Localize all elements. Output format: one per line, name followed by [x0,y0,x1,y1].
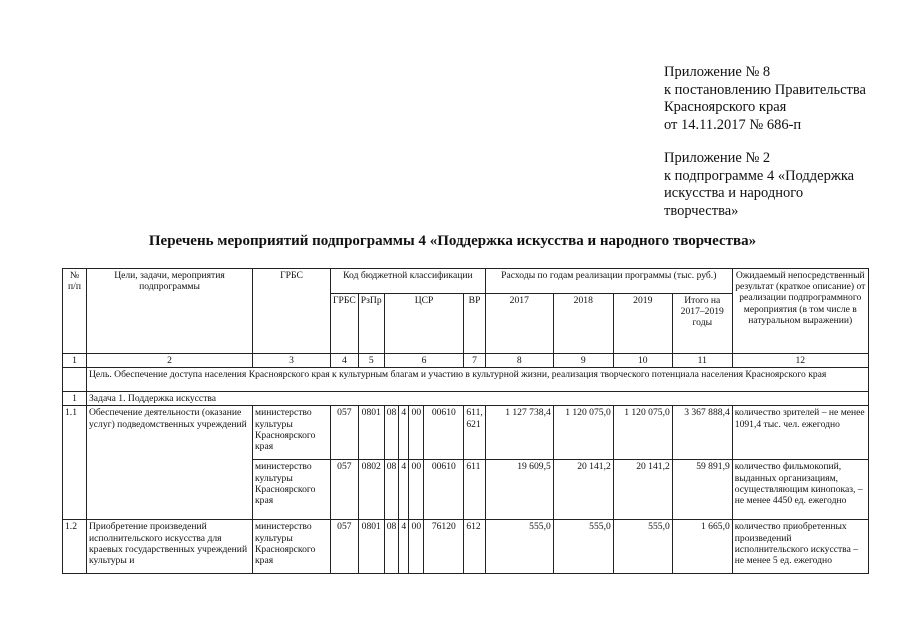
row-total: 3 367 888,4 [672,406,732,460]
col-number: 8 [485,354,553,368]
row-rzpr: 0801 [358,406,384,460]
row-2019: 555,0 [613,520,672,574]
row-grbs-name: министерство культуры Красноярского края [253,520,331,574]
row-vr: 611, 621 [464,406,485,460]
table-row [63,406,869,460]
row-2017: 19 609,5 [485,460,553,520]
row-rzpr: 0801 [358,520,384,574]
appendix-block-2 [664,150,894,220]
col-number: 2 [87,354,253,368]
appendix-block-1 [664,64,894,134]
header-year-2018: 2018 [553,294,613,354]
col-number: 10 [613,354,672,368]
row-csr-3: 00 [409,460,424,520]
row-2019: 20 141,2 [613,460,672,520]
row-total: 1 665,0 [672,520,732,574]
row-csr-4: 00610 [424,460,464,520]
document-title: Перечень мероприятий подпрограммы 4 «Поддержка искусства и народного творчества» [148,233,757,249]
measures-table [62,268,869,574]
header-grbs: ГРБС [253,269,331,354]
table-row [63,520,869,574]
col-number: 7 [464,354,485,368]
row-num: 1.1 [63,406,87,520]
col-number: 5 [358,354,384,368]
row-name: Приобретение произведений исполнительского искусства для краевых государственных учреждений культуры и [87,520,253,574]
row-2019: 1 120 075,0 [613,406,672,460]
col-number: 6 [384,354,464,368]
row-csr-2: 4 [399,520,409,574]
row-csr-4: 00610 [424,406,464,460]
row-grbs-name: министерство культуры Красноярского края [253,406,331,460]
header-goals: Цели, задачи, мероприятия подпрограммы [87,269,253,354]
row-csr-3: 00 [409,520,424,574]
appendix-line: творчества» [664,202,739,219]
row-result: количество фильмокопий, выданных организациям, осуществляющим кинопоказ, – не менее 4450 ед. ежегодно [732,460,868,520]
appendix-line: от 14.11.2017 № 686-п [664,116,802,133]
row-2018: 20 141,2 [553,460,613,520]
appendix-line: к постановлению Правительства [664,81,866,98]
row-grbs: 057 [331,406,359,460]
appendix-line: Приложение № 2 [664,150,771,166]
header-year-2019: 2019 [613,294,672,354]
header-sub-csr: ЦСР [384,294,464,354]
row-result: количество зрителей – не менее 1091,4 тыс. чел. ежегодно [732,406,868,460]
row-2018: 1 120 075,0 [553,406,613,460]
goal-row [63,368,869,392]
row-result: количество приобретенных произведений исполнительского искусства – не менее 5 ед. ежегодно [732,520,868,574]
appendix-line: Приложение № 8 [664,64,771,80]
col-number: 11 [672,354,732,368]
col-number: 4 [331,354,359,368]
header-result: Ожидаемый непосредственный результат (краткое описание) от реализации подпрограммного мероприятия (в том числе в натуральном выражении) [732,269,868,354]
row-name: Обеспечение деятельности (оказание услуг) подведомственных учреждений [87,406,253,520]
row-rzpr: 0802 [358,460,384,520]
appendix-line: к подпрограмме 4 «Поддержка [664,167,855,184]
header-expenses: Расходы по годам реализации программы (тыс. руб.) [485,269,732,294]
header-sub-grbs: ГРБС [331,294,359,354]
row-csr-1: 08 [384,406,399,460]
row-csr-1: 08 [384,460,399,520]
appendix-line: искусства и народного [664,185,804,202]
row-vr: 612 [464,520,485,574]
row-total: 59 891,9 [672,460,732,520]
row-2018: 555,0 [553,520,613,574]
header-sub-vr: ВР [464,294,485,354]
task-text: Задача 1. Поддержка искусства [87,392,869,406]
header-total: Итого на 2017–2019 годы [672,294,732,354]
row-csr-2: 4 [399,406,409,460]
goal-text: Цель. Обеспечение доступа населения Красноярского края к культурным благам и участию в культурной жизни, реализация творческого потенциала населения Красноярского края [87,368,869,392]
row-num: 1.2 [63,520,87,574]
header-budget-code: Код бюджетной классификации [331,269,486,294]
header-sub-rzpr: РзПр [358,294,384,354]
row-2017: 555,0 [485,520,553,574]
header-year-2017: 2017 [485,294,553,354]
col-number: 9 [553,354,613,368]
col-number: 12 [732,354,868,368]
row-csr-3: 00 [409,406,424,460]
header-row [63,269,869,294]
task-num: 1 [63,392,87,406]
row-vr: 611 [464,460,485,520]
row-grbs: 057 [331,520,359,574]
row-csr-4: 76120 [424,520,464,574]
row-csr-1: 08 [384,520,399,574]
goal-num [63,368,87,392]
appendix-line: Красноярского края [664,99,787,116]
column-number-row [63,354,869,368]
col-number: 3 [253,354,331,368]
header-num: № п/п [63,269,87,354]
task-row [63,392,869,406]
row-csr-2: 4 [399,460,409,520]
col-number: 1 [63,354,87,368]
row-grbs-name: министерство культуры Красноярского края [253,460,331,520]
row-2017: 1 127 738,4 [485,406,553,460]
row-grbs: 057 [331,460,359,520]
